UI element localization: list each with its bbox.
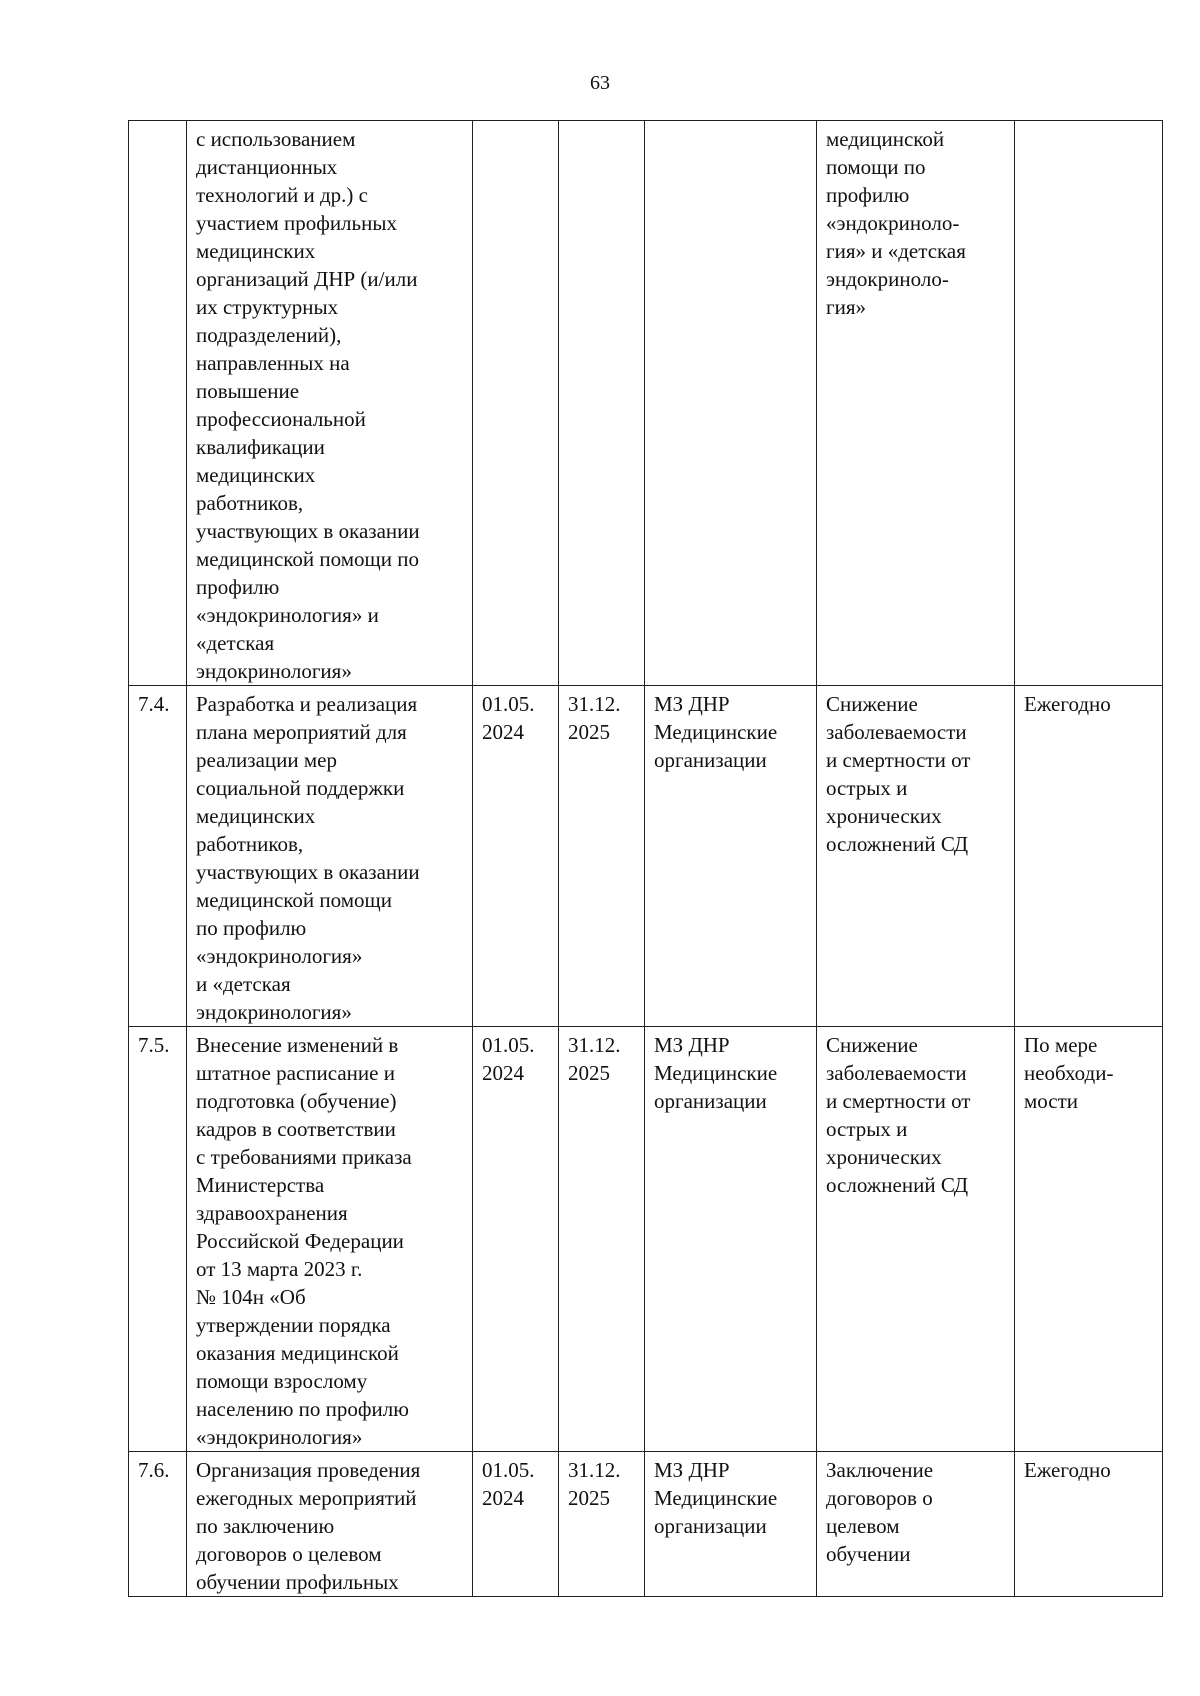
- cell-activity: Внесение изменений в штатное расписание и подготовка (обучение) кадров в соответствии с требованиями приказа Министерства здравоохранения Российской Федерации от 13 марта 2023 г. № 104н «Об утверждении порядка оказания медицинской помощи взрослому населению по профилю «эндокринология»: [187, 1027, 473, 1452]
- cell-executor: МЗ ДНР Медицинские организации: [645, 1027, 817, 1452]
- cell-period: По мере необходи- мости: [1015, 1027, 1163, 1452]
- cell-executor: [645, 121, 817, 686]
- cell-activity: Организация проведения ежегодных мероприятий по заключению договоров о целевом обучении профильных: [187, 1452, 473, 1597]
- cell-result: медицинской помощи по профилю «эндокриноло- гия» и «детская эндокриноло- гия»: [817, 121, 1015, 686]
- cell-start-date: 01.05. 2024: [473, 1452, 559, 1597]
- cell-start-date: [473, 121, 559, 686]
- cell-result: Снижение заболеваемости и смертности от острых и хронических осложнений СД: [817, 1027, 1015, 1452]
- table-row: [129, 686, 1163, 1027]
- cell-executor: МЗ ДНР Медицинские организации: [645, 1452, 817, 1597]
- cell-period: Ежегодно: [1015, 686, 1163, 1027]
- cell-number: [129, 121, 187, 686]
- table-row: [129, 1452, 1163, 1597]
- cell-end-date: 31.12. 2025: [559, 686, 645, 1027]
- cell-number: 7.5.: [129, 1027, 187, 1452]
- cell-end-date: [559, 121, 645, 686]
- cell-activity: Разработка и реализация плана мероприятий для реализации мер социальной поддержки медицинских работников, участвующих в оказании медицинской помощи по профилю «эндокринология» и «детская эндокринология»: [187, 686, 473, 1027]
- table-row: [129, 1027, 1163, 1452]
- page-number: 63: [590, 72, 610, 94]
- cell-end-date: 31.12. 2025: [559, 1452, 645, 1597]
- cell-start-date: 01.05. 2024: [473, 686, 559, 1027]
- cell-period: [1015, 121, 1163, 686]
- cell-activity: с использованием дистанционных технологий и др.) с участием профильных медицинских организаций ДНР (и/или их структурных подразделений), направленных на повышение профессиональной квалификации медицинских работников, участвующих в оказании медицинской помощи по профилю «эндокринология» и «детская эндокринология»: [187, 121, 473, 686]
- table-row: [129, 121, 1163, 686]
- cell-number: 7.6.: [129, 1452, 187, 1597]
- cell-number: 7.4.: [129, 686, 187, 1027]
- cell-period: Ежегодно: [1015, 1452, 1163, 1597]
- cell-result: Снижение заболеваемости и смертности от острых и хронических осложнений СД: [817, 686, 1015, 1027]
- cell-start-date: 01.05. 2024: [473, 1027, 559, 1452]
- cell-result: Заключение договоров о целевом обучении: [817, 1452, 1015, 1597]
- cell-executor: МЗ ДНР Медицинские организации: [645, 686, 817, 1027]
- plan-table: [128, 120, 1163, 1597]
- cell-end-date: 31.12. 2025: [559, 1027, 645, 1452]
